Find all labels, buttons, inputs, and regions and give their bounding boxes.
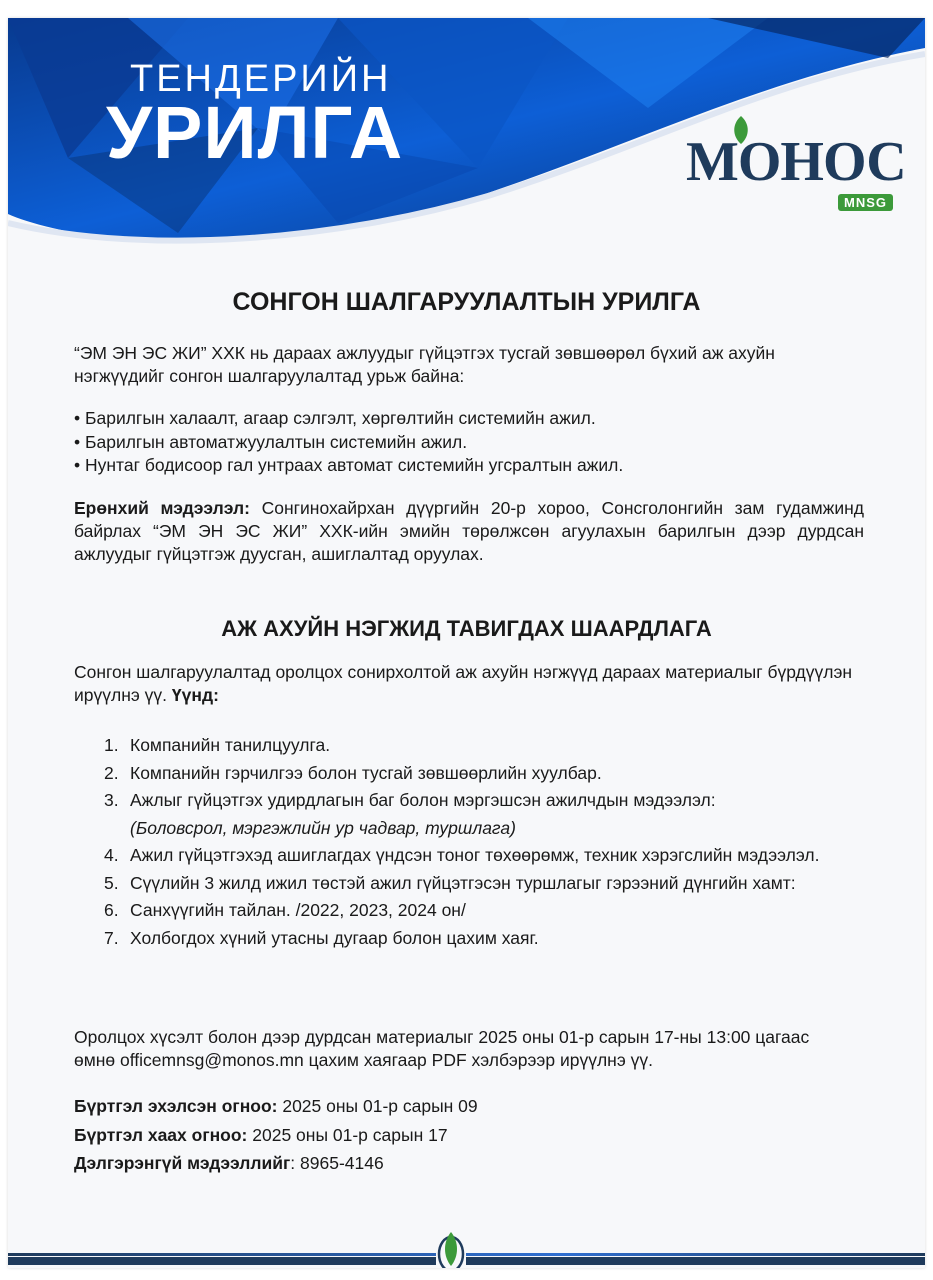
list-item: 3. Ажлыг гүйцэтгэх удирдлагын баг болон мэргэшсэн ажилчдын мэдээлэл: (Боловсрол, мэргэжлийн ур чадвар, туршлага) [104,787,904,842]
registration-end: Бүртгэл хаах огноо: 2025 оны 01-р сарын 17 [74,1124,448,1145]
leaf-icon [436,1228,466,1268]
work-list [74,407,874,478]
requirements-intro-bold: Үүнд: [171,685,219,705]
footer-bar [8,1257,925,1265]
list-item: 6. Санхүүгийн тайлан. /2022, 2023, 2024 он/ [104,900,466,920]
submission-note: Оролцох хүсэлт болон дээр дурдсан материалыг 2025 оны 01-р сарын 17-ны 13:00 цагаас өмнө officemnsg@monos.mn цахим хаягаар PDF хэлбэрээр ирүүлнэ үү. [74,1027,810,1070]
list-item-note: (Боловсрол, мэргэжлийн ур чадвар, туршлага) [130,817,516,838]
contact-info: Дэлгэрэнгүй мэдээллийг: 8965-4146 [74,1153,384,1173]
section-heading-requirements: АЖ АХУЙН НЭГЖИД ТАВИГДАХ ШААРДЛАГА [221,616,712,641]
general-info-text: Сонгинохайрхан дүүргийн 20-р хороо, Сонсголонгийн зам гудамжинд байрлах “ЭМ ЭН ЭС ЖИ” ХХК-ийн эмийн төрөлжсөн агуулахын барилгын дээр дурдсан ажлуудыг гүйцэтгэж дуусган, ашиглалтад оруулах. [74,498,864,564]
footer-accent-line [8,1253,925,1256]
list-item: 2. Компанийн гэрчилгээ болон тусгай зөвшөөрлийн хуулбар. [104,762,602,783]
header-title-small: ТЕНДЕРИЙН [130,58,392,100]
general-info-label: Ерөнхий мэдээлэл: [74,498,250,518]
registration-start: Бүртгэл эхэлсэн огноо: 2025 оны 01-р сарын 09 [74,1096,478,1116]
list-item: • Нунтаг бодисоор гал унтраах автомат системийн угсралтын ажил. [74,455,624,475]
list-item: 5. Сүүлийн 3 жилд ижил төстэй ажил гүйцэтгэсэн туршлагыг гэрээний дүнгийн хамт: [104,872,796,893]
footer-leaf-logo [436,1228,466,1268]
tender-document [8,18,925,1268]
list-item: • Барилгын халаалт, агаар сэлгэлт, хөргөлтийн системийн ажил. [74,408,596,428]
requirements-list [104,732,904,952]
invitation-intro: “ЭМ ЭН ЭС ЖИ” ХХК нь дараах ажлуудыг гүйцэтгэх тусгай зөвшөөрөл бүхий аж ахуйн нэгжүүдийг сонгон шалгаруулалтад урьж байна: [74,343,775,386]
list-item: • Барилгын автоматжуулалтын системийн ажил. [74,431,468,452]
list-item: 4. Ажил гүйцэтгэхэд ашиглагдах үндсэн тоног төхөөрөмж, техник хэрэгслийн мэдээлэл. [104,845,820,865]
brand-badge: MNSG [838,194,893,211]
section-heading-invitation: СОНГОН ШАЛГАРУУЛАЛТЫН УРИЛГА [232,288,701,316]
registration-info [74,1092,478,1178]
general-info [74,497,864,566]
list-item: 1. Компанийн танилцуулга. [104,735,331,755]
header-title-big: УРИЛГА [106,91,404,174]
list-item: 7. Холбогдох хүний утасны дугаар болон цахим хаяг. [104,927,539,948]
brand-name: МОНОС [686,131,906,193]
monos-logo [686,114,906,214]
requirements-intro: Сонгон шалгаруулалтад оролцох сонирхолтой аж ахуйн нэгжүүд дараах материалыг бүрдүүлэн ирүүлнэ үү. Үүнд: [74,662,853,705]
